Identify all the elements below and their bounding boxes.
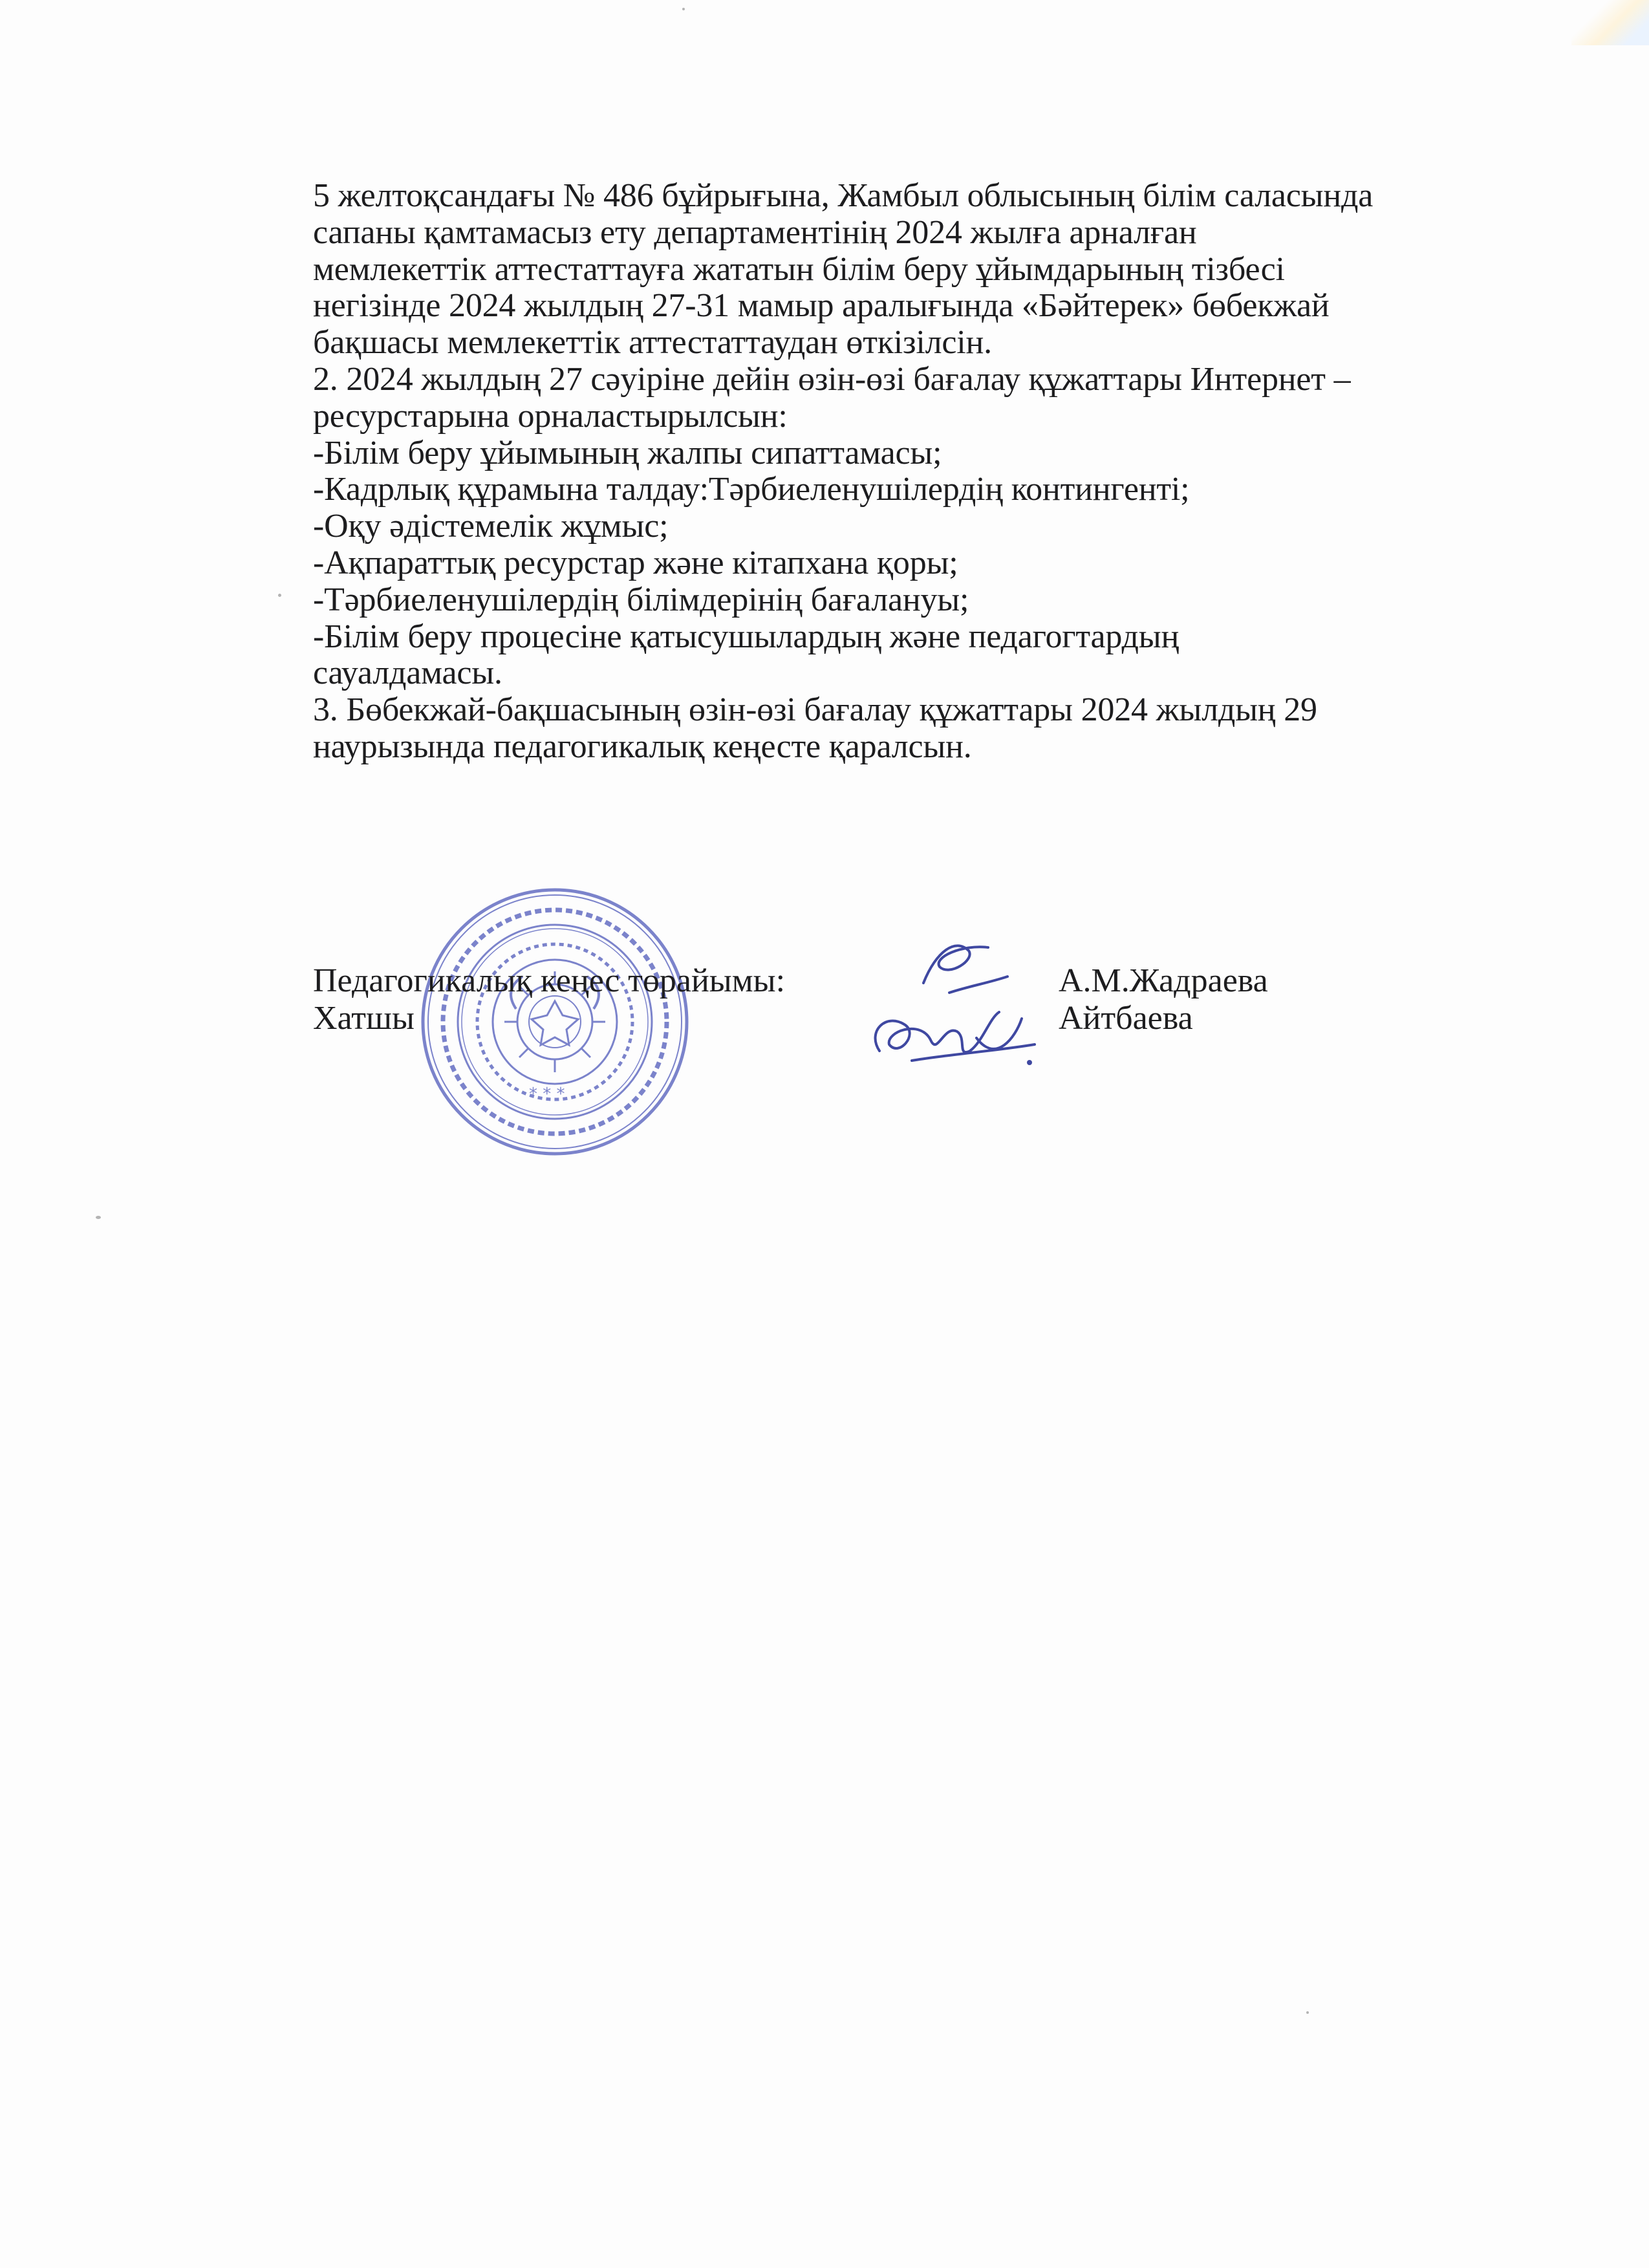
secretary-name: Айтбаева <box>1059 1000 1193 1037</box>
text-line: 2. 2024 жылдың 27 сәуіріне дейін өзін-өзі бағалау құжаттары Интернет – <box>313 360 1351 398</box>
text-line: -Оқу әдістемелік жұмыс; <box>313 508 669 545</box>
text-line: бақшасы мемлекеттік аттестаттаудан өткізілсін. <box>313 324 992 362</box>
text-line: мемлекеттік аттестаттауға жататын білім беру ұйымдарының тізбесі <box>313 250 1285 288</box>
document-body <box>313 178 1529 766</box>
scan-edge-tint <box>1571 0 1649 45</box>
text-line: -Білім беру ұйымының жалпы сипаттамасы; <box>313 434 942 471</box>
secretary-role-label: Хатшы <box>313 1000 415 1037</box>
text-line: 3. Бөбекжай-бақшасының өзін-өзі бағалау құжаттары 2024 жылдың 29 <box>313 691 1317 729</box>
text-line: -Ақпараттық ресурстар және кітапхана қоры; <box>313 544 958 581</box>
text-line: наурызында педагогикалық кеңесте қаралсын. <box>313 728 972 765</box>
text-line: негізінде 2024 жылдың 27-31 мамыр аралығында «Бәйтерек» бөбекжай <box>313 287 1330 325</box>
chair-name: А.М.Жадраева <box>1059 962 1268 999</box>
scan-speck <box>278 594 281 597</box>
signature-block <box>313 962 1542 1037</box>
scan-speck <box>682 8 685 10</box>
text-line: 5 желтоқсандағы № 486 бұйрығына, Жамбыл облысының білім саласында <box>313 177 1374 214</box>
scan-speck <box>1306 2011 1309 2014</box>
svg-text:* * *: * * * <box>529 1085 565 1104</box>
secretary-signature-row <box>313 1000 1542 1037</box>
text-line: -Білім беру процесіне қатысушылардың және педагогтардың <box>313 618 1180 655</box>
chair-signature-row <box>313 962 1542 1000</box>
text-line: сапаны қамтамасыз ету департаментінің 2024 жылға арналған <box>313 213 1197 251</box>
scan-speck <box>96 1216 101 1219</box>
text-line: сауалдамасы. <box>313 654 502 692</box>
text-line: -Тәрбиеленушілердің білімдерінің бағалануы; <box>313 581 969 618</box>
chair-role-label: Педагогикалық кеңес төрайымы: <box>313 962 786 999</box>
text-line: ресурстарына орналастырылсын: <box>313 397 788 435</box>
text-line: -Кадрлық құрамына талдау:Тәрбиеленушілердің контингенті; <box>313 471 1190 508</box>
